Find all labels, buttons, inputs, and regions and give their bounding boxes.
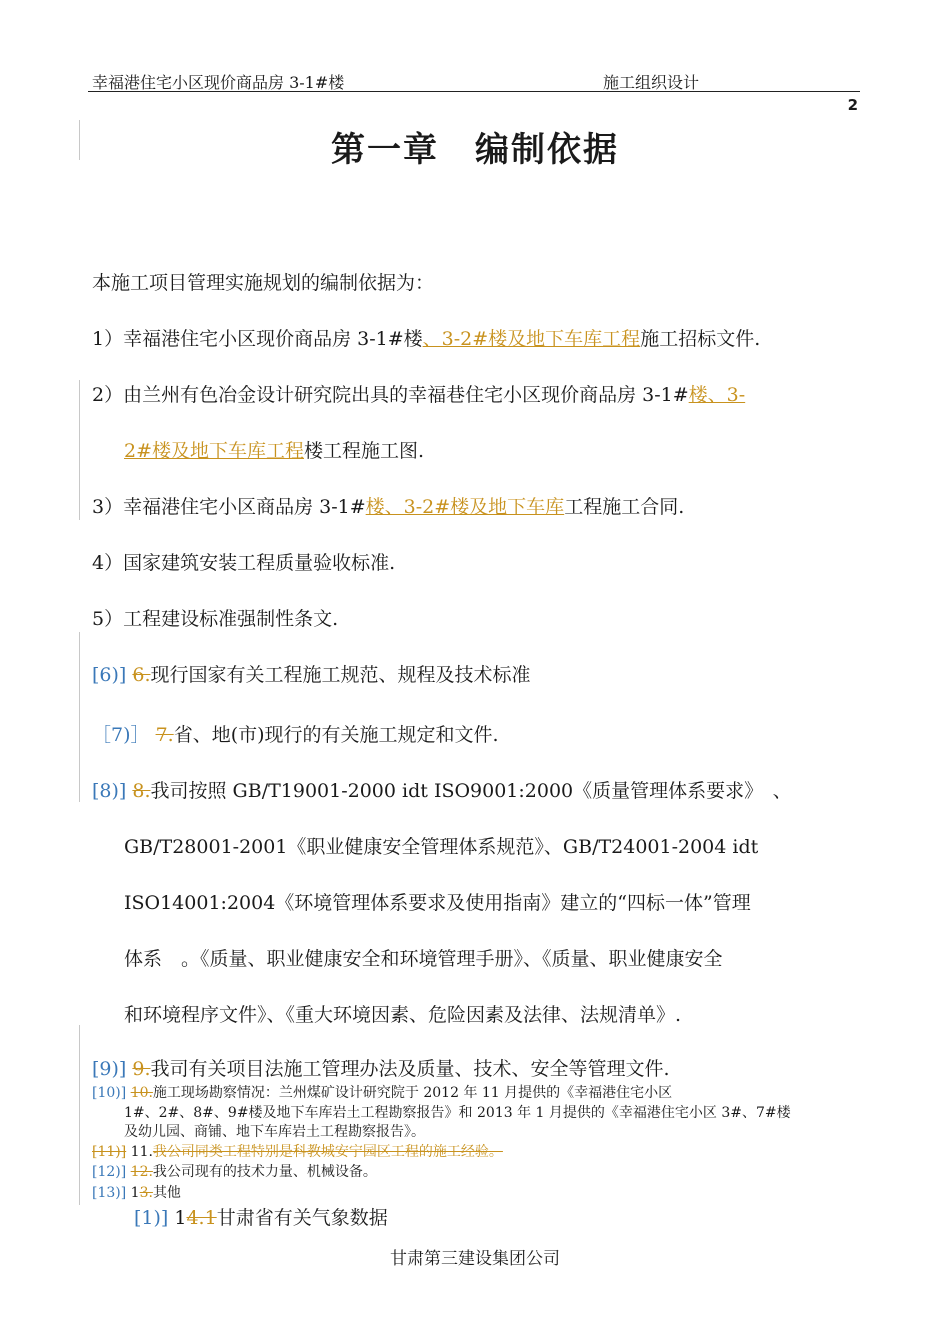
item-text: 施工现场勘察情况：兰州煤矿设计研究院于 2012 年 11 月提供的《幸福港住宅小区 bbox=[152, 1085, 673, 1101]
deleted-text: 8. bbox=[132, 780, 151, 802]
item-text: 我公司现有的技术力量、机械设备。 bbox=[152, 1164, 377, 1180]
page-number: 2 bbox=[847, 96, 858, 114]
list-item-8-line: ISO14001:2004《环境管理体系要求及使用指南》建立的“四标一体”管理 bbox=[124, 892, 751, 914]
list-item-8 bbox=[92, 776, 792, 803]
list-item-2-continued bbox=[124, 436, 424, 463]
item-number: 2） bbox=[92, 384, 124, 406]
item-text: 楼工程施工图. bbox=[304, 440, 425, 462]
list-item-5 bbox=[92, 604, 338, 631]
inserted-text: 、3-2#楼及地下车库工程 bbox=[422, 328, 641, 350]
change-bar bbox=[79, 632, 80, 802]
item-text: 国家建筑安装工程质量验收标准. bbox=[123, 552, 396, 574]
list-item-2 bbox=[92, 380, 745, 407]
list-item-3 bbox=[92, 492, 684, 519]
item-text: 幸福港住宅小区现价商品房 3-1#楼 bbox=[123, 328, 423, 350]
deleted-text: 我公司同类工程特别是科教城安宁园区工程的施工经验。 bbox=[152, 1144, 503, 1160]
list-item-8-line: GB/T28001-2001《职业健康安全管理体系规范》、GB/T24001-2004 idt bbox=[124, 836, 759, 858]
item-text: 1 bbox=[174, 1207, 187, 1229]
chapter-title: 第一章 编制依据 bbox=[331, 130, 619, 170]
list-item-8-line: 和环境程序文件》、《重大环境因素、危险因素及法律、法规清单》. bbox=[124, 1004, 682, 1026]
item-number: 3） bbox=[92, 496, 124, 518]
list-item-9 bbox=[92, 1054, 670, 1081]
deleted-text: 10. bbox=[130, 1085, 153, 1101]
list-item-7 bbox=[92, 720, 499, 747]
list-item-10 bbox=[92, 1082, 672, 1102]
footer-company-name: 甘肃第三建设集团公司 bbox=[390, 1249, 560, 1269]
deleted-text: 6. bbox=[132, 664, 151, 686]
item-number: [12)] bbox=[92, 1164, 127, 1180]
deleted-text: 12. bbox=[130, 1164, 153, 1180]
item-number: [13)] bbox=[92, 1185, 127, 1201]
item-text: 由兰州有色冶金设计研究院出具的幸福巷住宅小区现价商品房 3-1# bbox=[123, 384, 689, 406]
item-number: [1)] bbox=[134, 1207, 169, 1229]
deleted-text: 4.1 bbox=[186, 1207, 217, 1229]
deleted-text: 9. bbox=[132, 1058, 151, 1080]
inserted-text: 楼、3- bbox=[688, 384, 746, 406]
item-text: 幸福港住宅小区商品房 3-1# bbox=[123, 496, 366, 518]
change-bar bbox=[79, 1025, 80, 1205]
item-text: 省、地(市)现行的有关施工规定和文件. bbox=[173, 724, 499, 746]
list-item-13 bbox=[92, 1182, 181, 1202]
list-item-11 bbox=[92, 1141, 503, 1161]
list-item-4 bbox=[92, 548, 395, 575]
deleted-text: 7. bbox=[155, 724, 174, 746]
item-text: 施工招标文件. bbox=[640, 328, 761, 350]
item-number: [11)] bbox=[92, 1144, 127, 1160]
list-item-12 bbox=[92, 1161, 377, 1181]
deleted-text: 3. bbox=[139, 1185, 153, 1201]
item-number: 1） bbox=[92, 328, 124, 350]
item-text: 11. bbox=[130, 1144, 153, 1160]
inserted-text: 楼、3-2#楼及地下车库 bbox=[365, 496, 565, 518]
list-item-14 bbox=[134, 1203, 388, 1230]
item-text: 1 bbox=[130, 1185, 140, 1201]
change-bar bbox=[79, 380, 80, 520]
list-item-10-line: 及幼儿园、商铺、地下车库岩土工程勘察报告》。 bbox=[124, 1124, 425, 1140]
intro-text: 本施工项目管理实施规划的编制依据为： bbox=[92, 272, 435, 294]
header-section-title: 施工组织设计 bbox=[603, 73, 700, 92]
header-document-title: 幸福港住宅小区现价商品房 3-1#楼 bbox=[92, 73, 345, 92]
item-text: 甘肃省有关气象数据 bbox=[216, 1207, 388, 1229]
list-item-10-line: 1#、2#、8#、9#楼及地下车库岩土工程勘察报告》和 2013 年 1 月提供的《幸福港住宅小区 3#、7#楼 bbox=[124, 1105, 791, 1121]
item-text: 我司有关项目法施工管理办法及质量、技术、安全等管理文件. bbox=[150, 1058, 670, 1080]
header-rule bbox=[88, 91, 860, 92]
item-number: [9)] bbox=[92, 1058, 127, 1080]
item-text: 现行国家有关工程施工规范、规程及技术标准 bbox=[150, 664, 531, 686]
item-number: [8)] bbox=[92, 780, 127, 802]
item-text: 我司按照 GB/T19001-2000 idt ISO9001:2000《质量管理体系要求》 、 bbox=[150, 780, 792, 802]
item-number: [10)] bbox=[92, 1085, 127, 1101]
list-item-1 bbox=[92, 324, 760, 351]
item-number: 4） bbox=[92, 552, 124, 574]
list-item-8-line: 体系 。《质量、职业健康安全和环境管理手册》、《质量、职业健康安全 bbox=[124, 948, 723, 970]
item-number: ［7)］ bbox=[92, 724, 150, 746]
inserted-text: 2#楼及地下车库工程 bbox=[124, 440, 305, 462]
item-text: 工程建设标准强制性条文. bbox=[123, 608, 339, 630]
item-text: 工程施工合同. bbox=[564, 496, 685, 518]
list-item-6 bbox=[92, 660, 531, 687]
item-number: 5） bbox=[92, 608, 124, 630]
item-number: [6)] bbox=[92, 664, 127, 686]
item-text: 其他 bbox=[152, 1185, 181, 1201]
